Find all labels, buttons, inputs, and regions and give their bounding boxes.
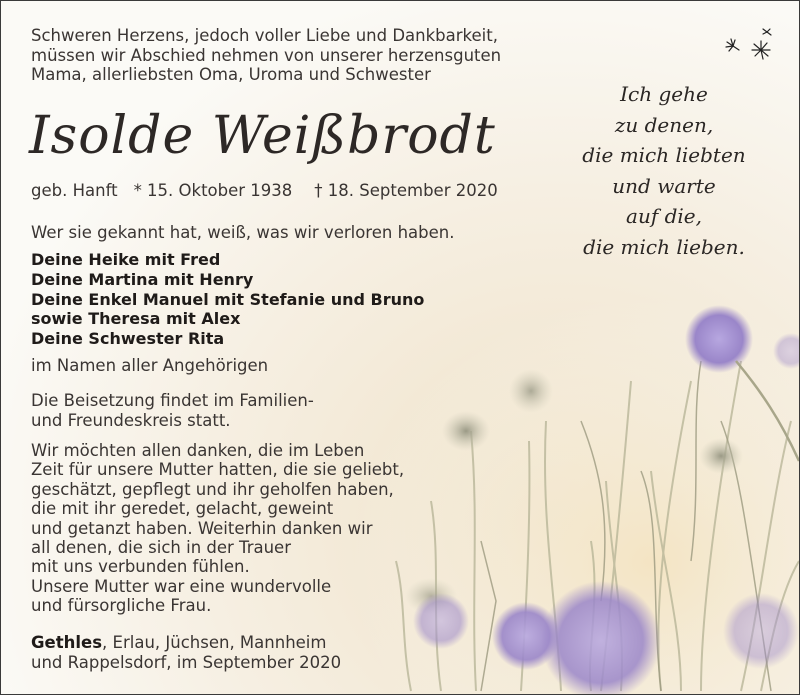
poem-line: Ich gehe bbox=[620, 82, 708, 106]
funeral-line: und Freundeskreis statt. bbox=[31, 410, 231, 430]
thanks-line: all denen, die sich in der Trauer bbox=[31, 538, 291, 558]
thanks-text bbox=[31, 441, 404, 616]
relatives-line: im Namen aller Angehörigen bbox=[31, 356, 269, 375]
place-rest: , Erlau, Jüchsen, Mannheim bbox=[102, 633, 327, 652]
poem-line: auf die, bbox=[626, 204, 702, 228]
poem-line: die mich liebten bbox=[582, 143, 746, 167]
intro-text bbox=[31, 26, 501, 85]
dandelion-seeds-icon bbox=[725, 26, 777, 64]
family-line: Deine Heike mit Fred bbox=[31, 250, 221, 269]
poem-line: zu denen, bbox=[614, 112, 714, 137]
thanks-line: Unsere Mutter war eine wundervolle bbox=[31, 576, 332, 596]
thanks-line: die mit ihr geredet, gelacht, geweint bbox=[31, 499, 334, 519]
thanks-line: Zeit für unsere Mutter hatten, die sie geliebt, bbox=[31, 460, 405, 480]
thanks-line: und getanzt haben. Weiterhin danken wir bbox=[31, 518, 373, 538]
family-line: Deine Schwester Rita bbox=[31, 329, 225, 349]
thanks-line: und fürsorgliche Frau. bbox=[31, 596, 212, 616]
thanks-line: mit uns verbunden fühlen. bbox=[31, 557, 250, 577]
poem bbox=[549, 79, 779, 262]
family-list bbox=[31, 250, 424, 349]
poem-line: und warte bbox=[612, 173, 716, 198]
funeral-notice bbox=[31, 391, 314, 430]
death-date: † 18. September 2020 bbox=[314, 181, 498, 200]
intro-line: müssen wir Abschied nehmen von unserer herzensguten bbox=[31, 45, 502, 65]
deceased-name: Isolde Weißbrodt bbox=[29, 106, 496, 166]
lost-line: Wer sie gekannt hat, weiß, was wir verloren haben. bbox=[31, 223, 455, 242]
thanks-line: Wir möchten allen danken, die im Leben bbox=[31, 441, 365, 460]
places-and-date bbox=[31, 633, 341, 673]
life-dates bbox=[31, 181, 498, 201]
thanks-line: geschätzt, gepflegt und ihr geholfen haben, bbox=[31, 479, 394, 499]
intro-line: Schweren Herzens, jedoch voller Liebe und Dankbarkeit, bbox=[31, 26, 498, 45]
birth-date: * 15. Oktober 1938 bbox=[133, 181, 293, 200]
places-line-2: und Rappelsdorf, im September 2020 bbox=[31, 652, 342, 672]
intro-line: Mama, allerliebsten Oma, Uroma und Schwester bbox=[31, 65, 431, 84]
places-line bbox=[31, 633, 341, 653]
funeral-line: Die Beisetzung findet im Familien- bbox=[31, 391, 314, 410]
poem-line: die mich lieben. bbox=[583, 234, 745, 259]
family-line: Deine Enkel Manuel mit Stefanie und Bruno bbox=[31, 289, 425, 309]
family-line: Deine Martina mit Henry bbox=[31, 269, 254, 289]
birth-name: geb. Hanft bbox=[31, 181, 118, 200]
family-line: sowie Theresa mit Alex bbox=[31, 309, 241, 329]
place-main: Gethles bbox=[31, 633, 103, 652]
